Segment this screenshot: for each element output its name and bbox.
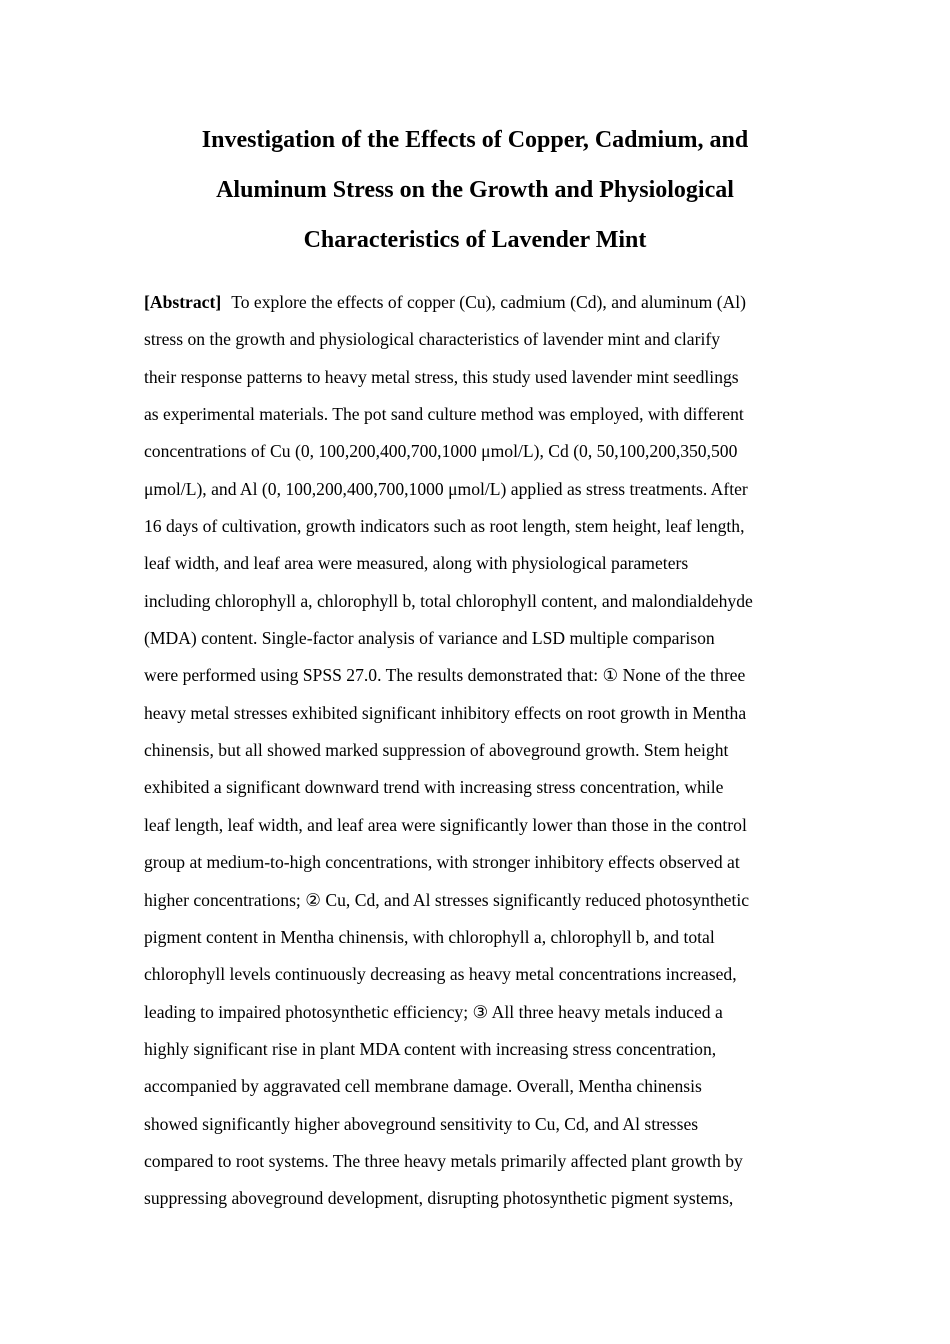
abstract-line: leaf width, and leaf area were measured, along with physiological parameters (144, 553, 689, 574)
abstract-label: [Abstract] (144, 292, 222, 312)
abstract-body (144, 284, 810, 1218)
abstract-line: stress on the growth and physiological characteristics of lavender mint and clarify (144, 329, 721, 350)
abstract-line: highly significant rise in plant MDA content with increasing stress concentration, (144, 1038, 717, 1059)
abstract-line: pigment content in Mentha chinensis, with chlorophyll a, chlorophyll b, and total (144, 926, 715, 947)
title-line: Aluminum Stress on the Growth and Physiological (216, 177, 734, 203)
title-line: Investigation of the Effects of Copper, Cadmium, and (201, 127, 749, 153)
abstract-line: 16 days of cultivation, growth indicators such as root length, stem height, leaf length, (144, 516, 745, 537)
abstract-line: their response patterns to heavy metal stress, this study used lavender mint seedlings (144, 366, 739, 387)
abstract-line: chlorophyll levels continuously decreasing as heavy metal concentrations increased, (144, 964, 737, 985)
abstract-line (144, 284, 810, 321)
abstract-line: heavy metal stresses exhibited significant inhibitory effects on root growth in Mentha (144, 702, 747, 723)
abstract-line: chinensis, but all showed marked suppression of aboveground growth. Stem height (144, 740, 729, 761)
abstract-line: showed significantly higher aboveground sensitivity to Cu, Cd, and Al stresses (144, 1113, 699, 1134)
abstract-line: higher concentrations; ② Cu, Cd, and Al stresses significantly reduced photosynthetic (144, 889, 750, 910)
abstract-line: group at medium-to-high concentrations, with stronger inhibitory effects observed at (144, 852, 740, 873)
abstract-line: leading to impaired photosynthetic efficiency; ③ All three heavy metals induced a (144, 1001, 723, 1022)
abstract-line: concentrations of Cu (0, 100,200,400,700,1000 μmol/L), Cd (0, 50,100,200,350,500 (144, 441, 738, 462)
paper-title (144, 115, 806, 265)
abstract-line: (MDA) content. Single-factor analysis of variance and LSD multiple comparison (144, 628, 715, 649)
abstract-line: suppressing aboveground development, disrupting photosynthetic pigment systems, (144, 1188, 734, 1209)
title-line: Characteristics of Lavender Mint (303, 227, 647, 253)
abstract-line-text: To explore the effects of copper (Cu), cadmium (Cd), and aluminum (Al) (231, 292, 747, 312)
abstract-line: accompanied by aggravated cell membrane damage. Overall, Mentha chinensis (144, 1076, 702, 1097)
abstract-line: including chlorophyll a, chlorophyll b, total chlorophyll content, and malondialdehyde (144, 590, 753, 611)
abstract-line: μmol/L), and Al (0, 100,200,400,700,1000 μmol/L) applied as stress treatments. After (144, 478, 748, 499)
abstract-line: exhibited a significant downward trend with increasing stress concentration, while (144, 777, 724, 798)
abstract-line: leaf length, leaf width, and leaf area were significantly lower than those in the control (144, 814, 747, 835)
abstract-line: were performed using SPSS 27.0. The results demonstrated that: ① None of the three (144, 665, 746, 686)
abstract-line: as experimental materials. The pot sand culture method was employed, with different (144, 404, 744, 425)
abstract-line: compared to root systems. The three heavy metals primarily affected plant growth by (144, 1150, 743, 1171)
